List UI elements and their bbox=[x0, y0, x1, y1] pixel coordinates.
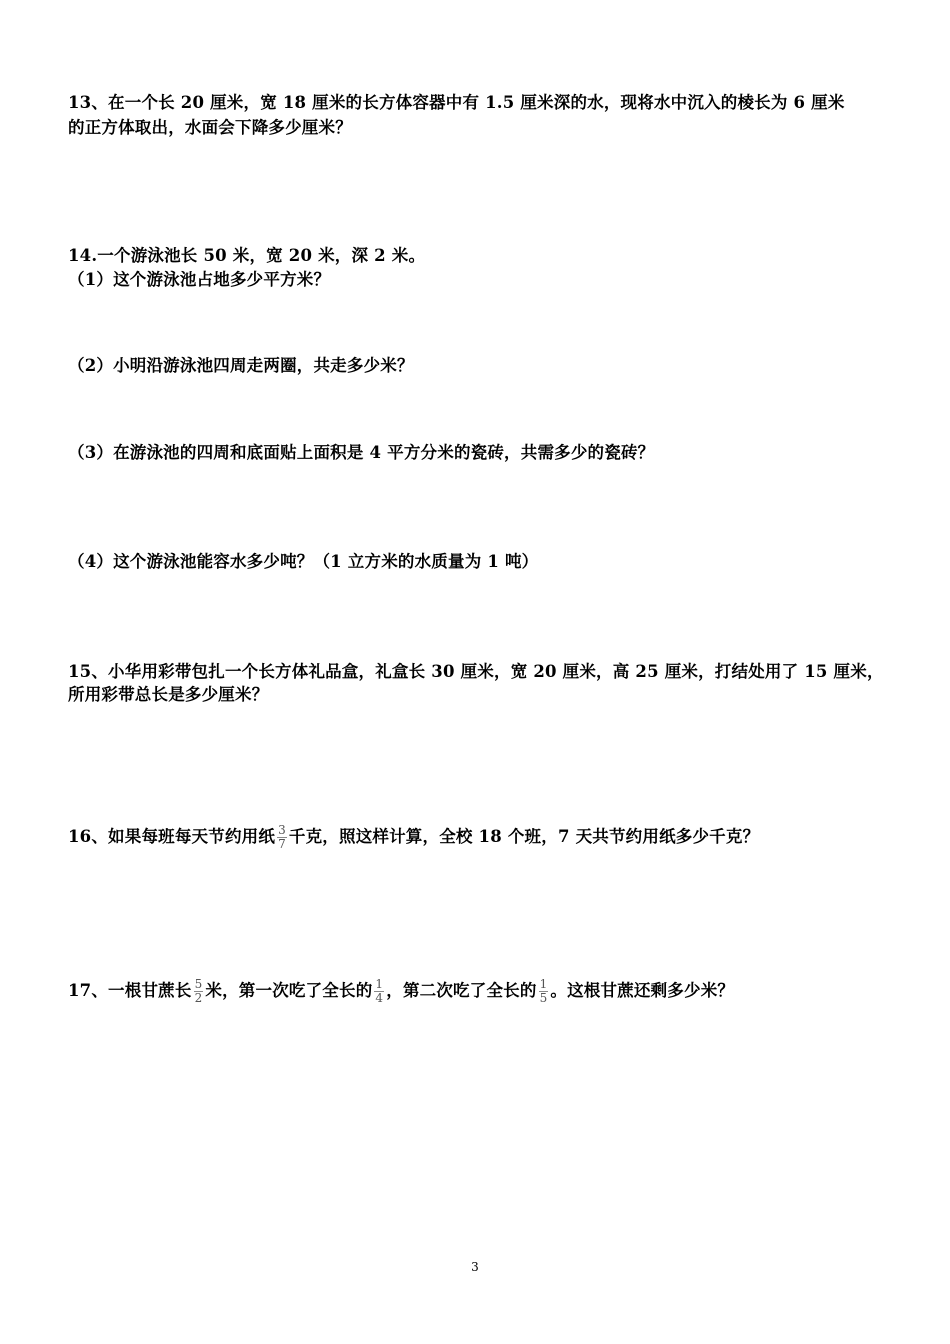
q14-sub3: （3）在游泳池的四周和底面贴上面积是 4 平方分米的瓷砖，共需多少的瓷砖？ bbox=[68, 443, 655, 462]
q17-part2: 米，第一次吃了全长的 bbox=[205, 981, 373, 1000]
q13-line2: 的正方体取出，水面会下降多少厘米？ bbox=[68, 118, 352, 137]
q13-line1: 13、在一个长 20 厘米，宽 18 厘米的长方体容器中有 1.5 厘米深的水，现将水中沉入的棱长为 6 厘米 bbox=[68, 93, 845, 112]
q17-fraction-3 bbox=[539, 978, 549, 1005]
q15-line2: 所用彩带总长是多少厘米？ bbox=[68, 685, 269, 704]
q17-line bbox=[68, 978, 734, 1005]
q16-before: 16、如果每班每天节约用纸 bbox=[68, 827, 276, 846]
q16-line bbox=[68, 824, 759, 851]
q17-part1: 17、一根甘蔗长 bbox=[68, 981, 192, 1000]
q16-frac-num: 3 bbox=[278, 823, 286, 837]
q17-f2-den: 4 bbox=[375, 991, 384, 1005]
q17-part4: 。这根甘蔗还剩多少米？ bbox=[550, 981, 735, 1000]
q14-intro: 14.一个游泳池长 50 米，宽 20 米，深 2 米。 bbox=[68, 246, 426, 265]
q17-fraction-2 bbox=[374, 978, 384, 1005]
q16-frac-den: 7 bbox=[278, 837, 286, 851]
q17-f3-den: 5 bbox=[539, 991, 548, 1005]
q17-f3-num: 1 bbox=[539, 977, 548, 991]
q17-f1-den: 2 bbox=[194, 991, 203, 1005]
q16-fraction bbox=[277, 824, 287, 851]
q17-part3: ，第二次吃了全长的 bbox=[386, 981, 537, 1000]
q15-line1: 15、小华用彩带包扎一个长方体礼品盒，礼盒长 30 厘米，宽 20 厘米，高 25 厘米，打结处用了 15 厘米， bbox=[68, 662, 884, 681]
page-number: 3 bbox=[471, 1260, 479, 1274]
q14-sub4: （4）这个游泳池能容水多少吨？（1 立方米的水质量为 1 吨） bbox=[68, 552, 539, 571]
q17-f2-num: 1 bbox=[375, 977, 384, 991]
q14-sub2: （2）小明沿游泳池四周走两圈，共走多少米？ bbox=[68, 356, 414, 375]
q17-f1-num: 5 bbox=[194, 977, 203, 991]
q14-sub1: （1）这个游泳池占地多少平方米？ bbox=[68, 270, 331, 289]
q16-after: 千克，照这样计算，全校 18 个班，7 天共节约用纸多少千克？ bbox=[288, 827, 760, 846]
q17-fraction-1 bbox=[194, 978, 204, 1005]
